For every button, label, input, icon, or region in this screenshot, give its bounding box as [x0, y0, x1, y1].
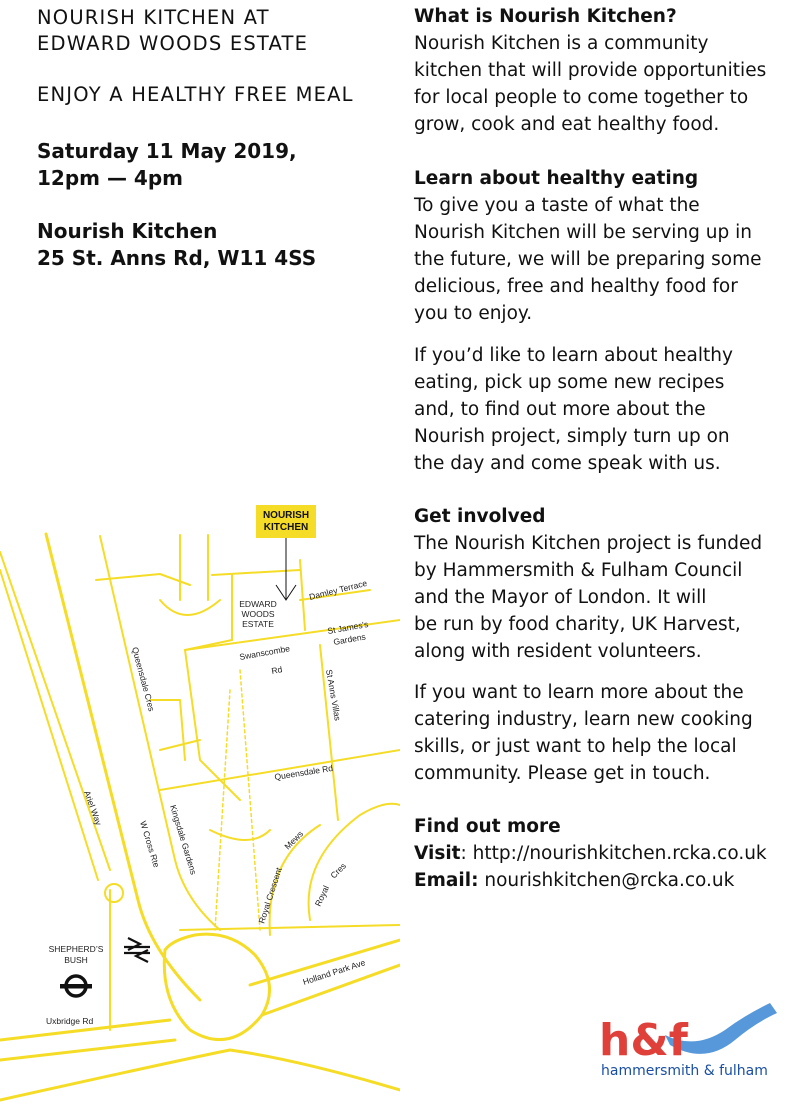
text-line: for local people to come together to	[414, 87, 749, 108]
text-line: catering industry, learn new cooking	[414, 709, 753, 730]
label-holland-park-ave: Holland Park Ave	[301, 957, 367, 987]
marker-label-1: NOURISH	[262, 510, 310, 521]
email-label: Email:	[414, 870, 479, 891]
road-uxbridge-2	[0, 1040, 175, 1060]
text-line: If you’d like to learn about healthy	[414, 345, 733, 366]
label-royal-crescent: Royal Crescent	[256, 866, 284, 925]
title-line-2: EDWARD WOODS ESTATE	[37, 32, 309, 55]
section-more	[414, 813, 794, 894]
event-location	[37, 218, 397, 272]
estate-label-1: EDWARD	[239, 599, 277, 609]
section-text	[414, 342, 794, 477]
text-line: kitchen that will provide opportunities	[414, 60, 767, 81]
marker-label-2: KITCHEN	[263, 522, 309, 533]
road-estate-right	[300, 560, 305, 630]
section-heading: What is Nourish Kitchen?	[414, 6, 677, 27]
text-line: the day and come speak with us.	[414, 453, 721, 474]
text-line: grow, cook and eat healthy food.	[414, 114, 720, 135]
header	[37, 5, 397, 106]
text-line: by Hammersmith & Fulham Council	[414, 560, 743, 581]
section-learn	[414, 165, 794, 327]
event-date: Saturday 11 May 2019,	[37, 139, 297, 163]
road-estate-top	[212, 570, 300, 575]
road-curve	[160, 600, 220, 615]
text-line: eating, pick up some new recipes	[414, 372, 725, 393]
label-cres: Cres	[328, 860, 349, 881]
label-w-cross-rte: W Cross Rte	[138, 819, 162, 869]
section-heading: Find out more	[414, 816, 561, 837]
section-text	[414, 30, 794, 138]
roundabout-large	[164, 934, 269, 1039]
section-heading: Get involved	[414, 506, 546, 527]
text-line: The Nourish Kitchen project is funded	[414, 533, 763, 554]
visit-label: Visit	[414, 843, 461, 864]
section-text	[414, 679, 794, 787]
footpath-2	[240, 670, 260, 930]
footpath	[215, 690, 230, 930]
text-line: and, to find out more about the	[414, 399, 706, 420]
event-address: 25 St. Anns Rd, W11 4SS	[37, 246, 317, 270]
text-line: If you want to learn more about the	[414, 682, 744, 703]
location-map	[0, 500, 400, 1116]
label-royal: Royal	[312, 883, 331, 908]
station-label-2: BUSH	[64, 955, 88, 965]
text-line: along with resident volunteers.	[414, 641, 702, 662]
road-w-cross-rte	[46, 534, 200, 1000]
section-learn-more	[414, 342, 794, 477]
label-uxbridge-rd: Uxbridge Rd	[46, 1016, 94, 1026]
road-link-3	[160, 740, 200, 750]
roundabout-small	[105, 884, 123, 902]
text-line: the future, we will be preparing some	[414, 249, 762, 270]
section-text	[414, 192, 794, 327]
text-line: Nourish Kitchen will be serving up in	[414, 222, 752, 243]
label-st-anns-villas: St Anns Villas	[324, 668, 343, 722]
label-queensdale-rd: Queensdale Rd	[273, 762, 334, 782]
subtitle: ENJOY A HEALTHY FREE MEAL	[37, 83, 354, 106]
road-upper-link	[180, 925, 400, 930]
event-time: 12pm — 4pm	[37, 166, 183, 190]
email-line	[414, 867, 794, 894]
section-involved	[414, 503, 794, 665]
page-title	[37, 5, 397, 57]
logo-name: hammersmith & fulham	[601, 1063, 768, 1079]
label-swanscombe-1: Swanscombe	[238, 643, 291, 662]
text-line: Nourish Kitchen is a community	[414, 33, 709, 54]
section-text	[414, 530, 794, 665]
road-curve-2	[210, 830, 270, 840]
section-heading: Learn about healthy eating	[414, 168, 699, 189]
text-line: community. Please get in touch.	[414, 763, 711, 784]
estate-label-3: ESTATE	[242, 619, 274, 629]
text-line: To give you a taste of what the	[414, 195, 700, 216]
road-kingsdale	[100, 536, 220, 930]
text-line: skills, or just want to help the local	[414, 736, 737, 757]
section-what	[414, 3, 794, 138]
underground-icon	[60, 976, 92, 996]
road-lower	[0, 1050, 400, 1100]
logo-letters: h&f	[599, 1015, 688, 1066]
label-stjames-1: St James's	[326, 618, 370, 636]
road-queensdale-rd	[160, 750, 400, 790]
label-queensdale-cres: Queensdale Cres	[130, 645, 157, 713]
label-stjames-2: Gardens	[332, 631, 367, 647]
label-damley: Damley Terrace	[308, 577, 369, 602]
label-swanscombe-2: Rd	[270, 664, 284, 676]
text-line: and the Mayor of London. It will	[414, 587, 707, 608]
text-line: you to enjoy.	[414, 303, 533, 324]
national-rail-icon	[124, 938, 150, 962]
title-line-1: NOURISH KITCHEN AT	[37, 6, 270, 29]
event-datetime	[37, 138, 397, 192]
label-mews: Mews	[282, 828, 306, 852]
visit-link[interactable]: : http://nourishkitchen.rcka.co.uk	[460, 843, 767, 864]
visit-line	[414, 840, 794, 867]
text-line: delicious, free and healthy food for	[414, 276, 738, 297]
estate-label-2: WOODS	[241, 609, 275, 619]
email-link[interactable]: nourishkitchen@rcka.co.uk	[478, 870, 735, 891]
label-kingsdale: Kingsdale Gardens	[168, 803, 199, 876]
section-involved-more	[414, 679, 794, 787]
station-label-1: SHEPHERD’S	[48, 944, 104, 954]
event-venue: Nourish Kitchen	[37, 219, 218, 243]
label-ariel-way: Ariel Way	[82, 789, 104, 827]
text-line: be run by food charity, UK Harvest,	[414, 614, 741, 635]
road-ariel-way-lower	[0, 570, 98, 880]
text-line: Nourish project, simply turn up on	[414, 426, 730, 447]
